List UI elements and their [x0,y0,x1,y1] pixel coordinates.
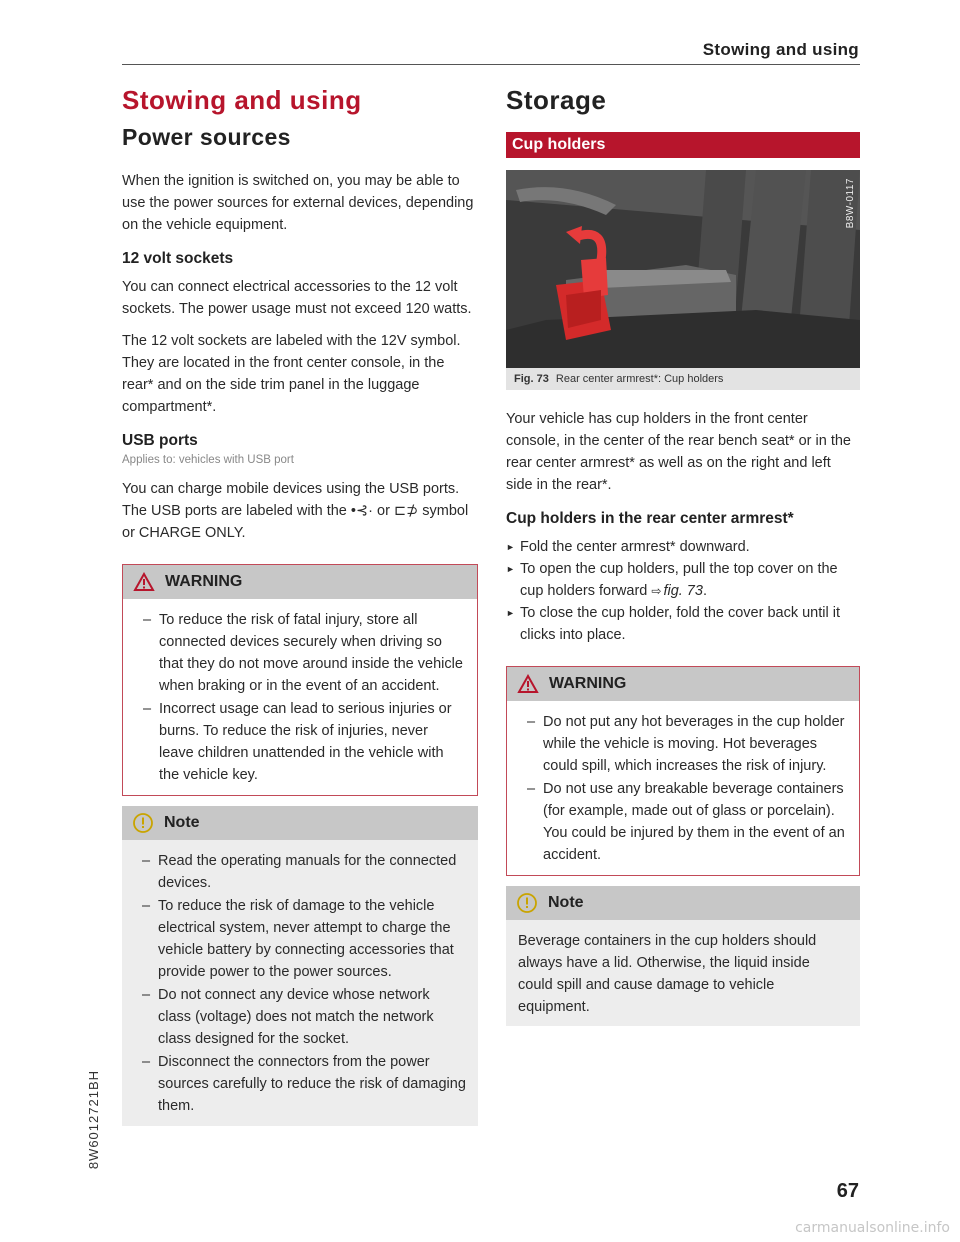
step-text: To open the cup holders, pull the top cover on the cup holders forward [520,561,838,599]
warning-box [122,564,478,796]
warning-box-right [506,666,860,876]
list-item: ► To close the cup holder, fold the cover back until it clicks into place. [506,602,860,646]
list-item: – Do not connect any device whose network class (voltage) does not match the network class designed for the socket. [134,984,466,1050]
list-item: ► Fold the center armrest* downward. [506,536,860,558]
list-item: – To reduce the risk of damage to the vehicle electrical system, never attempt to charge the vehicle battery by connecting accessories that provide power to the power sources. [134,895,466,983]
subsection-title: Power sources [122,124,291,150]
note-body [122,840,478,1126]
step-ref-end: . [702,583,707,599]
caption-text: Rear center armrest*: Cup holders [555,373,724,385]
info-circle-icon [514,892,540,914]
reference-arrow-icon: ⇨ [651,584,662,598]
sockets-heading: 12 volt sockets [122,250,234,267]
usb-paragraph [122,478,478,544]
note-box-right [506,886,860,1026]
storage-title: Storage [506,85,607,115]
running-head: Stowing and using [702,40,859,59]
usb-or: or [377,503,390,519]
warning-body [123,599,477,795]
list-item: – Do not put any hot beverages in the cup holder while the vehicle is moving. Hot beverages could spill, which increases the risk of injury. [519,711,847,777]
note-label: Note [164,814,200,831]
left-column [122,80,478,1136]
armrest-illustration [506,170,860,368]
note-box [122,806,478,1126]
caption-label: Fig. 73 [514,373,549,385]
list-item: – Do not use any breakable beverage containers (for example, made out of glass or porcelain). You could be injured by them in the event of an accident. [519,778,847,866]
warning-label: WARNING [165,573,243,590]
header-rule [122,64,860,65]
armrest-heading: Cup holders in the rear center armrest* [506,510,794,527]
list-item: – Disconnect the connectors from the power sources carefully to reduce the risk of damaging them. [134,1051,466,1117]
cup-holders-bar: Cup holders [506,132,860,158]
sockets-paragraph-2: The 12 volt sockets are labeled with the 12V symbol. They are located in the front center console, in the rear* and on the side trim panel in the luggage compartment*. [122,333,461,415]
usb-heading: USB ports [122,432,198,449]
info-circle-icon [130,812,156,834]
warning-triangle-icon [131,572,157,592]
list-item: – Read the operating manuals for the connected devices. [134,850,466,894]
figure-id: B8W-0117 [845,178,856,229]
note-header [122,806,478,840]
note-label: Note [548,894,584,911]
usb-symbol-icon: •⊰· [350,503,373,519]
warning-label: WARNING [549,675,627,692]
warning-header [507,667,859,701]
figure-reference-link[interactable]: fig. 73 [663,583,703,599]
cup-holder-figure [506,170,860,368]
list-item [506,558,860,602]
warning-body [507,701,859,875]
charge-symbol-icon: ⊏⊅ [393,503,419,519]
list-item: – Incorrect usage can lead to serious injuries or burns. To reduce the risk of injuries, never leave children unattended in the vehicle with the vehicle key. [135,698,465,786]
usb-text-end: symbol or CHARGE ONLY. [122,503,469,541]
intro-paragraph: When the ignition is switched on, you may be able to use the power sources for external devices, depending on the vehicle equipment. [122,173,474,233]
sockets-paragraph-1: You can connect electrical accessories to the 12 volt sockets. The power usage must not exceed 120 watts. [122,279,472,317]
page-number: 67 [836,1180,859,1202]
figure-caption [506,368,860,390]
note-body [506,920,860,1026]
document-code: 8W6012721BH [86,1070,101,1170]
watermark: carmanualsonline.info [795,1220,950,1236]
list-item: – To reduce the risk of fatal injury, store all connected devices securely when driving so that they do not move around inside the vehicle when braking or in the event of an accident. [135,609,465,697]
cup-holders-intro: Your vehicle has cup holders in the front center console, in the center of the rear bench seat* or in the rear center armrest* as well as on the right and left side in the rear*. [506,411,851,493]
warning-header [123,565,477,599]
armrest-steps [506,536,860,646]
usb-applies-note: Applies to: vehicles with USB port [122,454,294,466]
warning-triangle-icon [515,674,541,694]
usb-text-start: You can charge mobile devices using the USB ports. The USB ports are labeled with the [122,481,460,519]
note-text: Beverage containers in the cup holders should always have a lid. Otherwise, the liquid inside could spill and cause damage to vehicle equipment. [518,933,817,1015]
right-column [506,80,860,1036]
note-header [506,886,860,920]
section-title: Stowing and using [122,85,362,115]
